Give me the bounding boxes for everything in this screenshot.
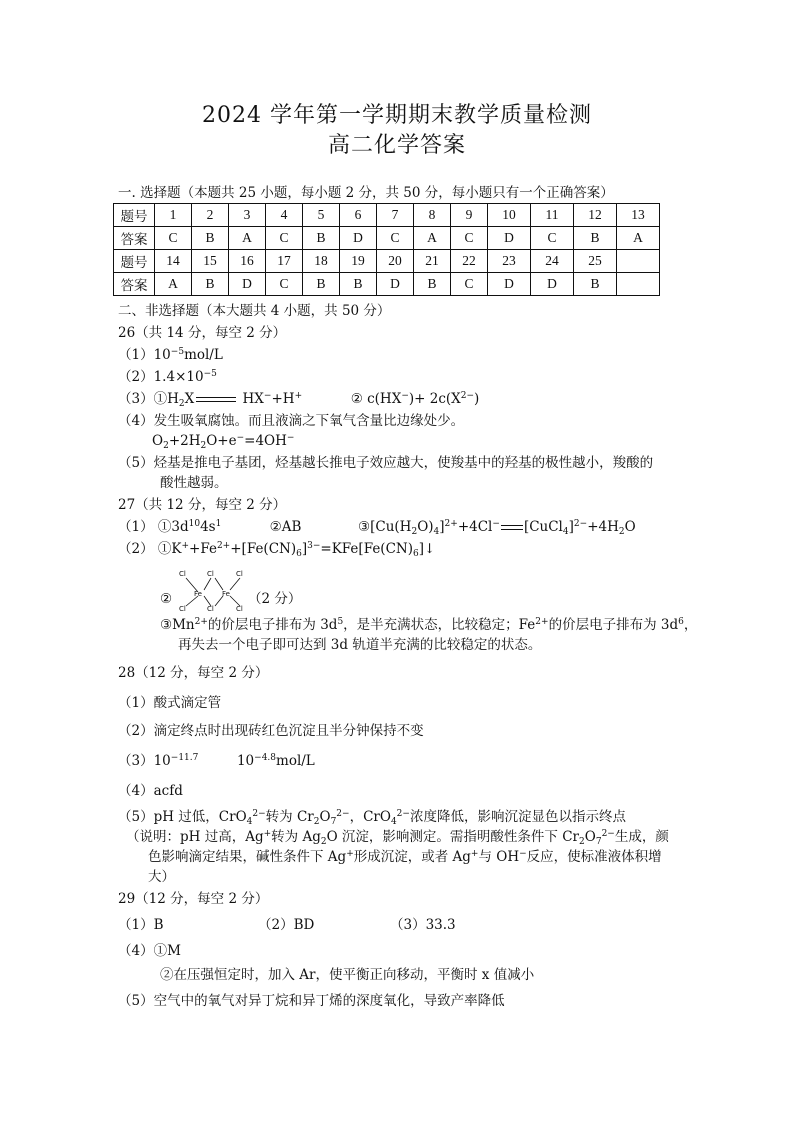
q27-answer-1: （1） $①3d^{10}4s^1$ ②AB $③[Cu(H_2O)_4]^{2+}+4Cl^-$ $[CuCl_4]^{2-}+4H_2O$ (118, 519, 636, 537)
table-cell: 21 (414, 250, 451, 273)
table-cell: 11 (531, 204, 574, 227)
table-cell: D (340, 227, 377, 250)
q28-heading: 28（12 分，每空 2 分） (118, 665, 269, 681)
table-cell: B (303, 273, 340, 296)
table-cell: 25 (574, 250, 617, 273)
cl-atom-label: Cl (207, 570, 214, 578)
table-cell: C (451, 273, 488, 296)
table-cell: C (266, 227, 303, 250)
cl-atom-label: Cl (179, 605, 186, 612)
q29-answer-4-part-2: ②在压强恒定时，加入 Ar，使平衡正向移动，平衡时 x 值减小 (160, 967, 535, 983)
q28-answer-4: （4）acfd (118, 783, 183, 799)
table-row (114, 273, 660, 296)
row-label: 题号 (114, 250, 155, 273)
table-cell: 4 (266, 204, 303, 227)
table-cell: C (377, 227, 414, 250)
q26-answer-3: $(3)①H_2X$ HX−+H+ ② $c(HX^-)+ 2c(X^{2-})$ (118, 391, 480, 409)
q27-answer-2: （2） $①K^++Fe^{2+}+[Fe(CN)_6]^{3-}=KFe[Fe(CN)_6]↓$ (118, 541, 436, 559)
section2-heading: 二、非选择题（本大题共 4 小题，共 50 分） (118, 303, 391, 319)
q26-answer-4-equation: $O_2+2H_2O+e^-=4OH^-$ (152, 433, 295, 451)
q28-answer-5: （5）pH 过低，CrO$_4^{2-}$转为 $Cr_2O_7^{2-}$，CrO$_4^{2-}$浓度降低，影响沉淀显色以指示终点 (118, 809, 626, 827)
table-cell: D (488, 227, 531, 250)
table-cell: B (192, 227, 229, 250)
q26-answer-4: （4）发生吸氧腐蚀。而且液滴之下氧气含量比边缘处少。 (118, 413, 465, 429)
table-cell: 18 (303, 250, 340, 273)
table-cell: 8 (414, 204, 451, 227)
table-cell: B (574, 273, 617, 296)
answer-table (113, 203, 660, 296)
table-cell: C (451, 227, 488, 250)
table-cell: A (617, 227, 660, 250)
table-cell: 17 (266, 250, 303, 273)
table-cell: 1 (155, 204, 192, 227)
table-cell: C (155, 227, 192, 250)
table-cell: 9 (451, 204, 488, 227)
page-subtitle: 高二化学答案 (327, 133, 466, 158)
table-cell: B (340, 273, 377, 296)
table-cell: 15 (192, 250, 229, 273)
table-cell: 20 (377, 250, 414, 273)
q27-heading: 27（共 12 分，每空 2 分） (118, 497, 287, 513)
table-cell (617, 250, 660, 273)
table-cell: 3 (229, 204, 266, 227)
table-row (114, 204, 660, 227)
q26-heading: 26（共 14 分，每空 2 分） (118, 325, 287, 341)
table-cell: 7 (377, 204, 414, 227)
row-label: 答案 (114, 273, 155, 296)
row-label: 题号 (114, 204, 155, 227)
q29-answer-5: （5）空气中的氧气对异丁烷和异丁烯的深度氧化，导致产率降低 (118, 993, 505, 1009)
q26-answer-2: $(2)1.4\times 10^{-5}$ (118, 369, 217, 385)
q27-item-2-label: ② (160, 591, 173, 607)
table-cell: 16 (229, 250, 266, 273)
table-cell: D (531, 273, 574, 296)
cl-atom-label: Cl (179, 570, 186, 578)
q26-answer-5-cont: 酸性越弱。 (160, 475, 228, 491)
row-label: 答案 (114, 227, 155, 250)
table-cell: 13 (617, 204, 660, 227)
cl-atom-label: Cl (236, 570, 243, 578)
fe-atom-label: Fe (222, 590, 230, 598)
q27-answer-3-cont: 再失去一个电子即可达到 3d 轨道半充满的比较稳定的状态。 (178, 637, 542, 653)
q28-answer-2: （2）滴定终点时出现砖红色沉淀且半分钟保持不变 (118, 723, 424, 739)
q26-answer-1: $(1)10^{-5}mol/L$ (118, 347, 223, 363)
table-cell: A (229, 227, 266, 250)
table-cell: B (192, 273, 229, 296)
equilibrium-arrow-icon (500, 523, 524, 533)
table-cell: C (266, 273, 303, 296)
cl-atom-label: Cl (236, 605, 243, 612)
q28-note-line-1: （说明：pH 过高，Ag+转为 $Ag_2O$ 沉淀，影响测定。需指明酸性条件下 $Cr_2O_7^{2-}$生成，颜 (126, 829, 669, 847)
table-cell: 24 (531, 250, 574, 273)
q29-answer-3: （3）33.3 (390, 917, 456, 933)
q27-answer-3: $③Mn^{2+}$的价层电子排布为 $3d^5$，是半充满状态，比较稳定；$Fe^{2+}$的价层电子排布为 $3d^6$， (160, 617, 698, 633)
table-cell: 22 (451, 250, 488, 273)
cl-atom-label: Cl (207, 605, 214, 612)
table-cell: 5 (303, 204, 340, 227)
table-cell: 12 (574, 204, 617, 227)
table-cell: A (414, 227, 451, 250)
table-row (114, 227, 660, 250)
q27-item-2-score: （2 分） (248, 591, 302, 607)
section1-heading: 一. 选择题（本题共 25 小题，每小题 2 分，共 50 分，每小题只有一个正确答案） (118, 185, 614, 201)
table-cell: D (488, 273, 531, 296)
table-row (114, 250, 660, 273)
table-cell: B (414, 273, 451, 296)
q29-answer-4: （4）①M (118, 943, 181, 959)
table-cell: 6 (340, 204, 377, 227)
table-cell: 2 (192, 204, 229, 227)
q28-answer-3: $(3)10^{-11.7}$ $10^{-4.8}mol/L$ (118, 753, 315, 769)
q28-note-line-2: 色影响滴定结果，碱性条件下 Ag+形成沉淀，或者 Ag+与 OH−反应，使标准液体积增 (148, 849, 662, 865)
table-cell: B (574, 227, 617, 250)
q26-answer-5: （5）烃基是推电子基团，烃基越长推电子效应越大，使羧基中的羟基的极性越小，羧酸的 (118, 455, 654, 471)
table-cell: D (229, 273, 266, 296)
page-title: 2024 学年第一学期期末教学质量检测 (202, 103, 592, 128)
table-cell: C (531, 227, 574, 250)
table-cell: 23 (488, 250, 531, 273)
table-cell: D (377, 273, 414, 296)
table-cell: B (303, 227, 340, 250)
q29-answer-2: （2）BD (258, 917, 315, 933)
fe2cl6-structure-diagram (174, 566, 252, 612)
table-cell: 14 (155, 250, 192, 273)
q28-answer-1: （1）酸式滴定管 (118, 695, 222, 711)
equilibrium-arrow-icon (194, 395, 238, 405)
table-cell: 19 (340, 250, 377, 273)
q29-heading: 29（12 分，每空 2 分） (118, 891, 269, 907)
q29-answer-1: （1）B (118, 917, 164, 933)
table-cell: 10 (488, 204, 531, 227)
table-cell: A (155, 273, 192, 296)
q28-note-line-3: 大） (148, 869, 175, 885)
table-cell (617, 273, 660, 296)
fe-atom-label: Fe (194, 590, 202, 598)
